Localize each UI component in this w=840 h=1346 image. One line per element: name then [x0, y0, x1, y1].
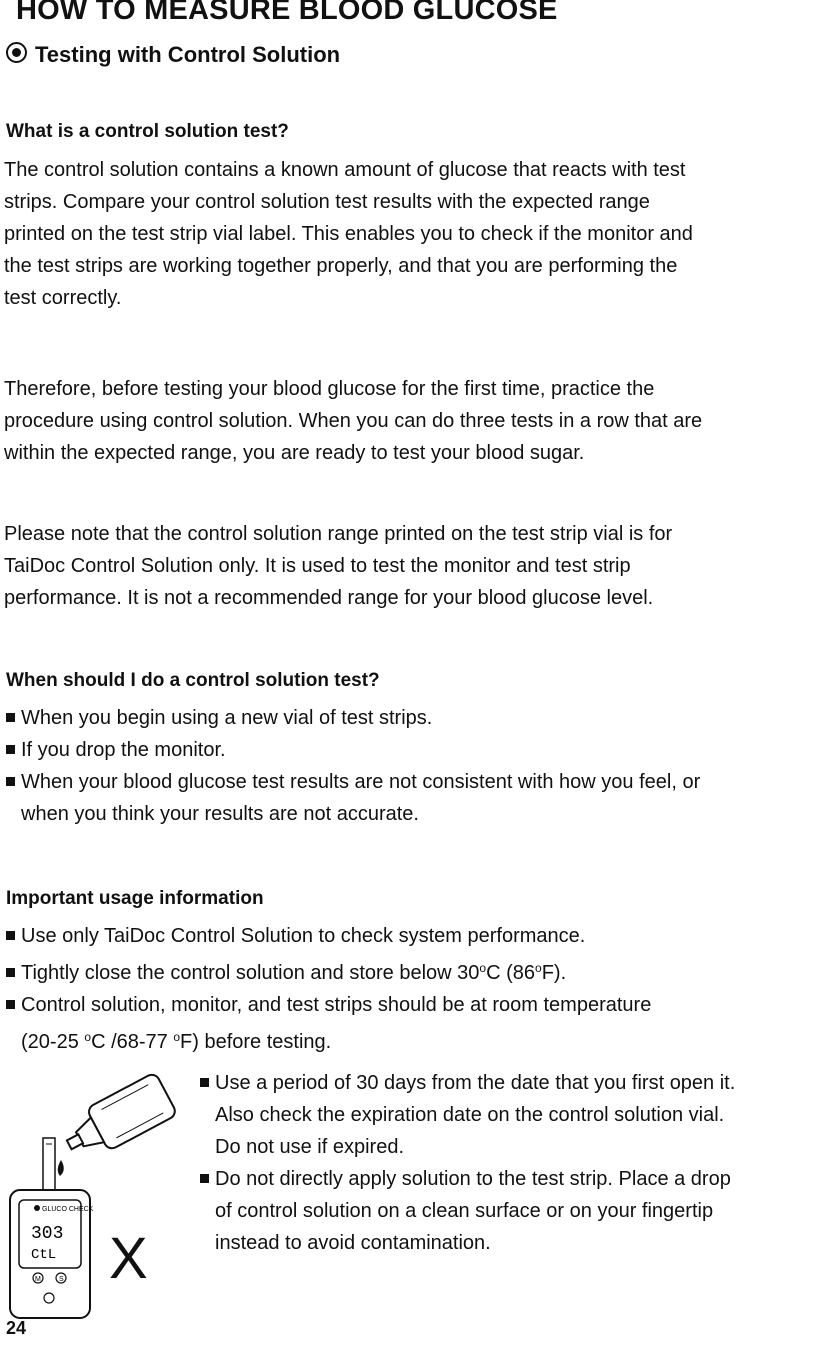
list-item: When you begin using a new vial of test strips. — [6, 702, 700, 734]
square-bullet-icon — [200, 1078, 209, 1087]
svg-text:CtL: CtL — [31, 1247, 57, 1263]
square-bullet-icon — [6, 713, 15, 722]
svg-text:M: M — [35, 1276, 41, 1283]
glucose-meter-icon — [10, 1190, 94, 1318]
list-item-cont: Also check the expiration date on the control solution vial. — [215, 1104, 725, 1126]
list-item-cont: when you think your results are not accurate. — [21, 803, 419, 825]
list-item: Use a period of 30 days from the date that you first open it. — [200, 1067, 735, 1099]
paragraph-2: Therefore, before testing your blood glucose for the first time, practice the procedure using control solution. When you can do three tests in a row that are within the expected range, you are ready to test your blood sugar. — [4, 378, 703, 464]
list-item-cont: (20-25 $^o$C /68-77 $^o$F) before testing. — [21, 1030, 332, 1053]
bullseye-icon — [6, 42, 27, 63]
list-item: Do not directly apply solution to the test strip. Place a drop — [200, 1163, 735, 1195]
paragraph-3: Please note that the control solution range printed on the test strip vial is for TaiDoc Control Solution only. It is used to test the monitor and test strip performance. It is not a recommended range for your blood glucose level. — [4, 523, 673, 609]
page-title: HOW TO MEASURE BLOOD GLUCOSE — [16, 0, 558, 26]
x-mark-icon: X — [109, 1226, 148, 1291]
control-solution-bottle-icon — [58, 1072, 178, 1166]
square-bullet-icon — [6, 777, 15, 786]
section-heading: Testing with Control Solution — [6, 42, 340, 68]
square-bullet-icon — [6, 745, 15, 754]
heading-when-should: When should I do a control solution test? — [6, 670, 380, 691]
list-item: Use only TaiDoc Control Solution to check system performance. — [6, 920, 651, 952]
page-number: 24 — [6, 1318, 27, 1338]
square-bullet-icon — [6, 1000, 15, 1009]
list-item-cont: instead to avoid contamination. — [215, 1232, 491, 1254]
square-bullet-icon — [6, 968, 15, 977]
list-item: When your blood glucose test results are not consistent with how you feel, or — [6, 766, 700, 798]
list-item: Tightly close the control solution and store below 30$^o$C (86$^o$F). — [6, 952, 651, 989]
svg-text:S: S — [59, 1276, 64, 1283]
heading-what-is: What is a control solution test? — [6, 121, 289, 142]
paragraph-1: The control solution contains a known amount of glucose that reacts with test strips. Compare your control solution test results with the expected range printed on the test strip vial label. This enables you to check if the monitor and the test strips are working together properly, and that you are performing the test correctly. — [4, 159, 693, 309]
heading-important: Important usage information — [6, 888, 264, 909]
usage-list-2 — [200, 1067, 735, 1259]
usage-list — [6, 920, 651, 1058]
when-list — [6, 702, 700, 830]
control-solution-illustration — [5, 1072, 190, 1322]
list-item-cont: Do not use if expired. — [215, 1136, 404, 1158]
svg-text:303: 303 — [31, 1224, 64, 1244]
drop-icon — [58, 1160, 64, 1176]
square-bullet-icon — [6, 931, 15, 940]
list-item: Control solution, monitor, and test strips should be at room temperature — [6, 989, 651, 1021]
list-item-cont: of control solution on a clean surface or on your fingertip — [215, 1200, 714, 1222]
list-item: If you drop the monitor. — [6, 734, 700, 766]
svg-text:GLUCO CHECK: GLUCO CHECK — [42, 1206, 94, 1213]
square-bullet-icon — [200, 1174, 209, 1183]
